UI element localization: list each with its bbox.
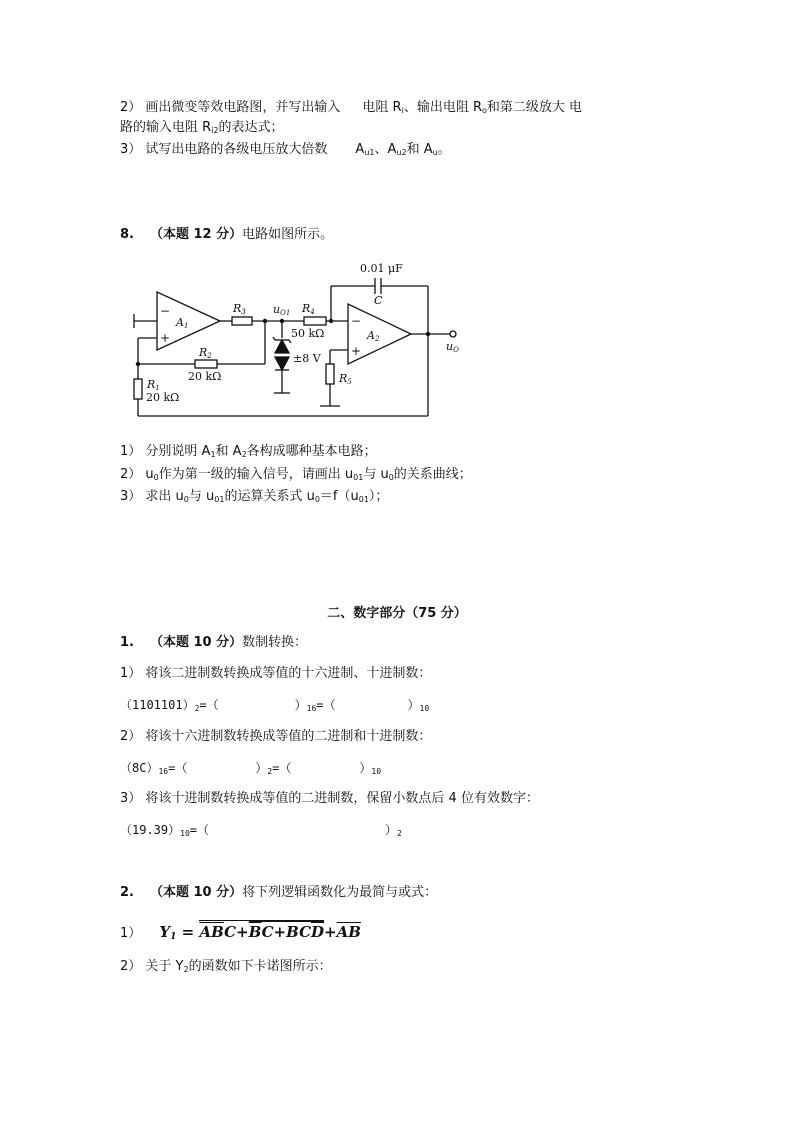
uo1-label: uO1 (273, 303, 291, 317)
prev-item-3: 3） 试写出电路的各级电压放大倍数 $A_{u1}$、$A_{u2}$和 $A_u$。 (120, 142, 451, 157)
a2-plus-sign: + (351, 344, 362, 358)
digital-q2-heading: 2. （本题 10 分）将下列逻辑函数化为最简与或式： (120, 885, 438, 900)
formula-expression: $Y_1 = \overline{A}\overline{B}C+\overline{B}C+BC\overline{D}+AB$ (159, 923, 361, 941)
zener-label: ±8 V (293, 352, 321, 365)
circuit-diagram (120, 258, 480, 418)
r3-label: R3 (233, 302, 246, 316)
prev-item-2-line1: 2） 画出微变等效电路图，并写出输入 电阻 $R_i$、输出电阻 $R_o$和第二级放大 电 (120, 100, 583, 115)
digital-q1-item-3: 3） 将该十进制数转换成等值的二进制数，保留小数点后 4 位有效数字： (120, 791, 539, 806)
r1-label: R1 (147, 378, 160, 392)
resistor-r3 (232, 317, 252, 325)
r4-label: R4 (302, 302, 315, 316)
digital-q2-item-2: 2） 关于 $Y_2$的函数如下卡诺图所示： (120, 959, 332, 974)
digital-q1-item-1: 1） 将该二进制数转换成等值的十六进制、十进制数： (120, 666, 432, 681)
conversion-line-2: $(8C)_{16}=$（ ）$_2=$（ ）$_{10}$ (120, 761, 382, 776)
q8-item-3: 3） 求出 $u_0$与 $u_{01}$的运算关系式 $u_0=f(u_{01})$； (120, 489, 389, 504)
digital-q1-heading: 1. （本题 10 分）数制转换： (120, 635, 308, 650)
conversion-line-1: $(1101101)_2=$（ ）$_{16}=$（ ）$_{10}$ (120, 698, 430, 713)
resistor-r4 (304, 317, 326, 325)
logic-formula: 1） $Y_1 = \overline{A}\overline{B}C+\overline{B}C+BC\overline{D}+AB$ (120, 920, 361, 949)
prev-item-2-line2: 路的输入电阻 $R_{i2}$的表达式； (120, 120, 284, 135)
cap-value-label: 0.01 μF (360, 262, 403, 275)
q8-item-2: 2） $u_0$作为第一级的输入信号，请画出 $u_{01}$与 $u_0$的关系曲线； (120, 467, 472, 482)
r5-label: R5 (339, 372, 352, 386)
a1-label: A1 (176, 316, 189, 330)
question-8-heading: 8. （本题 12 分）电路如图所示。 (120, 227, 334, 242)
a2-label: A2 (367, 329, 380, 343)
part-2-title: 二、数字部分（75 分） (327, 606, 467, 621)
output-terminal (450, 331, 456, 337)
uo-label: uO (446, 340, 459, 354)
cap-name-label: C (374, 294, 383, 307)
r2-value: 20 kΩ (188, 370, 222, 383)
outer-overbar: $\overline{A}\overline{B}C+\overline{B}C+BC\overline{D}$ (199, 920, 324, 941)
resistor-r1 (134, 379, 142, 399)
r1-value: 20 kΩ (146, 391, 180, 404)
digital-q1-item-2: 2） 将该十六进制数转换成等值的二进制和十进制数： (120, 729, 432, 744)
resistor-r2 (195, 360, 217, 368)
resistor-r5 (326, 364, 334, 384)
a1-minus-sign: − (160, 304, 171, 318)
q8-item-1: 1） 分别说明 $A_1$和 $A_2$各构成哪种基本电路； (120, 444, 377, 459)
a1-plus-sign: + (160, 331, 171, 345)
r2-label: R2 (199, 346, 212, 360)
zener-diode-lower (275, 357, 289, 370)
r4-value: 50 kΩ (291, 327, 325, 340)
conversion-line-3: $(19.39)_{10}=$（ ）$_2$ (120, 823, 402, 838)
a2-minus-sign: − (351, 314, 362, 328)
zener-diode-upper (275, 340, 289, 353)
